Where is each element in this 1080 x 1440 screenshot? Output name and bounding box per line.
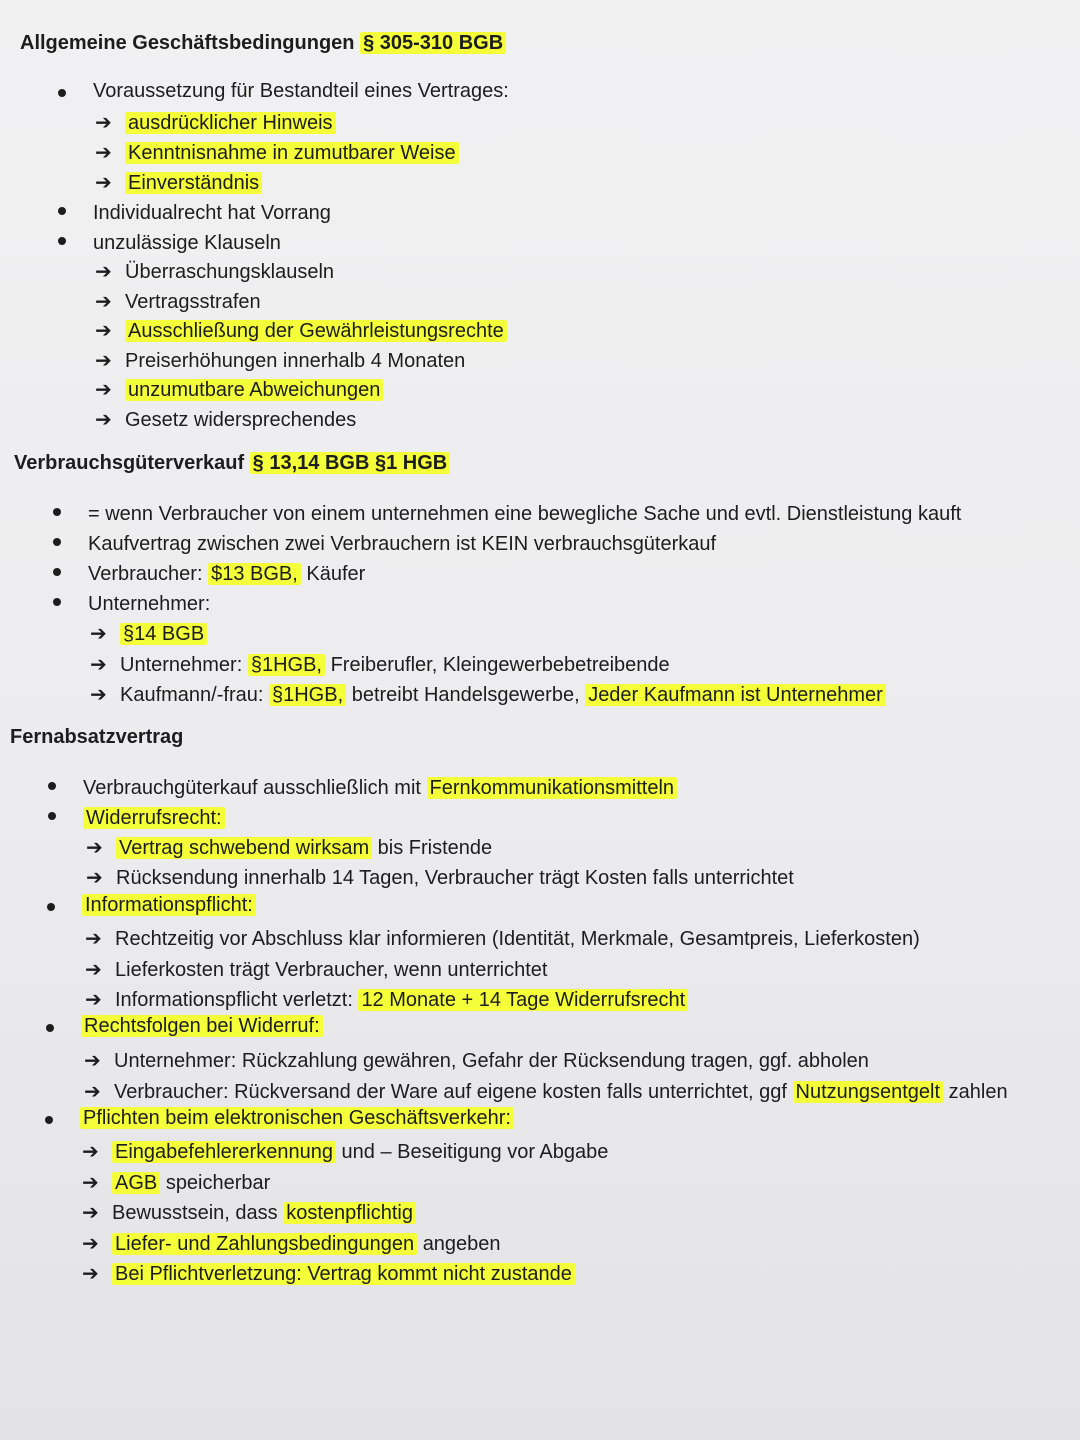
- list-item: Pflichten beim elektronischen Geschäftsverkehr:: [42, 1107, 514, 1130]
- section-heading: Allgemeine Geschäftsbedingungen § 305-310 BGB: [20, 32, 506, 55]
- right-arrow-icon: ➔: [86, 837, 103, 859]
- bullet-dot-icon: [47, 903, 55, 911]
- sub-item: ➔ Eingabefehlererkennung und – Beseitigung vor Abgabe: [82, 1137, 608, 1168]
- section-agb: [20, 32, 506, 55]
- sub-item: ➔ Ausschließung der Gewährleistungsrechte: [95, 317, 507, 347]
- list-item: Informationspflicht:: [44, 894, 256, 917]
- right-arrow-icon: ➔: [95, 408, 112, 431]
- section-verbrauchsgueterverkauf: [14, 452, 450, 475]
- right-arrow-icon: ➔: [95, 112, 112, 134]
- right-arrow-icon: ➔: [82, 1232, 99, 1255]
- fav-sub-list-3: [84, 1046, 1008, 1107]
- bullet-dot-icon: [53, 538, 61, 546]
- sub-item: ➔ Informationspflicht verletzt: 12 Monate + 14 Tage Widerrufsrecht: [85, 985, 920, 1016]
- right-arrow-icon: ➔: [85, 928, 102, 950]
- fav-bullets-3: [43, 1015, 323, 1038]
- section-heading: Verbrauchsgüterverkauf § 13,14 BGB §1 HGB: [14, 452, 450, 475]
- right-arrow-icon: ➔: [95, 349, 112, 372]
- fav-bullets-2: [44, 894, 256, 917]
- bullet-dot-icon: [53, 568, 61, 576]
- sub-item: ➔ unzumutbare Abweichungen: [95, 376, 507, 406]
- fav-sub-list-4: [82, 1137, 608, 1290]
- agb-sub-list-2: [95, 258, 507, 435]
- right-arrow-icon: ➔: [84, 1080, 101, 1103]
- sub-item: ➔ Bei Pflichtverletzung: Vertrag kommt nicht zustande: [82, 1259, 608, 1290]
- sub-item: ➔ Rechtzeitig vor Abschluss klar informieren (Identität, Merkmale, Gesamtpreis, Lieferkosten): [85, 924, 920, 955]
- right-arrow-icon: ➔: [90, 653, 107, 676]
- list-item: = wenn Verbraucher von einem unternehmen eine bewegliche Sache und evtl. Dienstleistung kauft: [50, 499, 961, 529]
- right-arrow-icon: ➔: [95, 379, 112, 401]
- bullet-dot-icon: [48, 782, 56, 790]
- list-item: Widerrufsrecht:: [45, 803, 677, 833]
- sub-item: ➔ Rücksendung innerhalb 14 Tagen, Verbraucher trägt Kosten falls unterrichtet: [86, 863, 794, 893]
- right-arrow-icon: ➔: [85, 989, 102, 1011]
- sub-item: ➔ Liefer- und Zahlungsbedingungen angeben: [82, 1229, 608, 1260]
- highlighted-text: § 305-310 BGB: [360, 32, 506, 54]
- list-item: Unternehmer:: [50, 589, 961, 619]
- right-arrow-icon: ➔: [90, 623, 107, 645]
- sub-item: ➔ Verbraucher: Rückversand der Ware auf eigene kosten falls unterrichtet, ggf Nutzungsentgelt zahlen: [84, 1077, 1008, 1108]
- sub-item: ➔ Kenntnisnahme in zumutbarer Weise: [95, 138, 459, 168]
- section-heading: Fernabsatzvertrag: [10, 726, 184, 748]
- right-arrow-icon: ➔: [95, 320, 112, 342]
- section-fernabsatzvertrag: [10, 726, 183, 749]
- right-arrow-icon: ➔: [95, 142, 112, 164]
- fav-bullets-4: [42, 1107, 514, 1130]
- sub-item: ➔ Gesetz widersprechendes: [95, 406, 507, 436]
- agb-bullets-2: [55, 198, 331, 258]
- fav-bullets-1: [45, 773, 677, 833]
- list-item: Verbraucher: $13 BGB, Käufer: [50, 559, 961, 589]
- sub-item: ➔ Einverständnis: [95, 168, 459, 198]
- right-arrow-icon: ➔: [82, 1202, 99, 1224]
- right-arrow-icon: ➔: [82, 1141, 99, 1163]
- sub-item: ➔ Überraschungsklauseln: [95, 258, 507, 288]
- list-item: Voraussetzung für Bestandteil eines Vertrages:: [55, 80, 509, 103]
- vgk-sub-list: [90, 619, 886, 711]
- sub-item: ➔ Unternehmer: Rückzahlung gewähren, Gefahr der Rücksendung tragen, ggf. abholen: [84, 1046, 1008, 1077]
- right-arrow-icon: ➔: [86, 867, 103, 889]
- right-arrow-icon: ➔: [82, 1171, 99, 1194]
- right-arrow-icon: ➔: [85, 958, 102, 981]
- list-item: Rechtsfolgen bei Widerruf:: [43, 1015, 323, 1038]
- right-arrow-icon: ➔: [95, 172, 112, 194]
- fav-sub-list-2: [85, 924, 920, 1016]
- bullet-dot-icon: [45, 1116, 53, 1124]
- list-item: Kaufvertrag zwischen zwei Verbrauchern ist KEIN verbrauchsgüterkauf: [50, 529, 961, 559]
- right-arrow-icon: ➔: [90, 684, 107, 706]
- bullet-dot-icon: [58, 237, 66, 245]
- agb-bullets: [55, 80, 509, 103]
- bullet-dot-icon: [58, 89, 66, 97]
- sub-item: ➔ Bewusstsein, dass kostenpflichtig: [82, 1198, 608, 1229]
- fav-sub-list-1: [86, 833, 794, 893]
- bullet-dot-icon: [58, 207, 66, 215]
- sub-item: ➔ Lieferkosten trägt Verbraucher, wenn unterrichtet: [85, 955, 920, 986]
- sub-item: ➔ Vertrag schwebend wirksam bis Fristende: [86, 833, 794, 863]
- list-item: Individualrecht hat Vorrang: [55, 198, 331, 228]
- right-arrow-icon: ➔: [84, 1050, 101, 1072]
- bullet-dot-icon: [48, 812, 56, 820]
- sub-item: ➔ Preiserhöhungen innerhalb 4 Monaten: [95, 347, 507, 377]
- list-item: unzulässige Klauseln: [55, 228, 331, 258]
- list-item: Verbrauchgüterkauf ausschließlich mit Fernkommunikationsmitteln: [45, 773, 677, 803]
- agb-sub-list-1: [95, 108, 459, 198]
- highlighted-text: § 13,14 BGB §1 HGB: [250, 452, 451, 474]
- vgk-bullets: [50, 499, 961, 619]
- right-arrow-icon: ➔: [95, 290, 112, 313]
- sub-item: ➔ AGB speicherbar: [82, 1168, 608, 1199]
- bullet-dot-icon: [53, 508, 61, 516]
- sub-item: ➔ §14 BGB: [90, 619, 886, 650]
- sub-item: ➔ Vertragsstrafen: [95, 288, 507, 318]
- right-arrow-icon: ➔: [95, 261, 112, 283]
- sub-item: ➔ Kaufmann/-frau: §1HGB, betreibt Handelsgewerbe, Jeder Kaufmann ist Unternehmer: [90, 680, 886, 711]
- right-arrow-icon: ➔: [82, 1263, 99, 1285]
- sub-item: ➔ ausdrücklicher Hinweis: [95, 108, 459, 138]
- bullet-dot-icon: [53, 598, 61, 606]
- bullet-dot-icon: [46, 1024, 54, 1032]
- sub-item: ➔ Unternehmer: §1HGB, Freiberufler, Kleingewerbebetreibende: [90, 650, 886, 681]
